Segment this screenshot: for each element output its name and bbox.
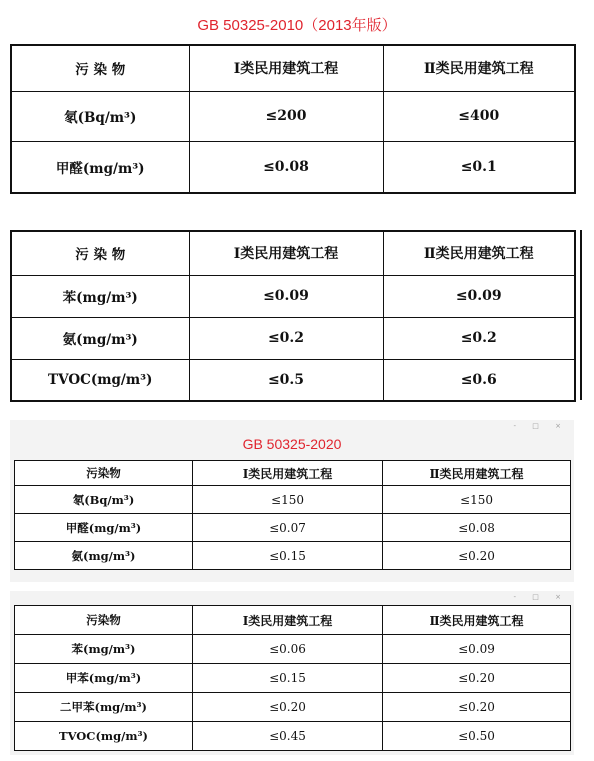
table-row <box>11 141 575 193</box>
header-class-2: Ⅱ类民用建筑工程 <box>383 45 575 91</box>
limit-cell-class-2: ≤0.09 <box>383 635 571 664</box>
table-header-row <box>11 231 575 275</box>
header-class-1: Ⅰ类民用建筑工程 <box>189 231 383 275</box>
limit-cell-class-1: ≤0.45 <box>193 722 383 751</box>
section-2020-panel-continued <box>10 591 574 755</box>
table-row <box>15 635 571 664</box>
header-pollutant: 污 染 物 <box>11 231 189 275</box>
pollutant-cell: 氡(Bq/m³) <box>11 91 189 141</box>
pollutant-cell: 氨(mg/m³) <box>11 317 189 359</box>
table-row <box>11 275 575 317</box>
section-2020-panel <box>10 420 574 582</box>
pollutant-cell: TVOC(mg/m³) <box>15 722 193 751</box>
limit-cell-class-1: ≤0.06 <box>193 635 383 664</box>
table-row <box>11 91 575 141</box>
limit-cell-class-2: ≤0.50 <box>383 722 571 751</box>
limit-cell-class-2: ≤0.2 <box>383 317 575 359</box>
limit-cell-class-1: ≤0.07 <box>193 514 383 542</box>
table-header-row <box>11 45 575 91</box>
table-header-row <box>15 461 571 486</box>
window-controls[interactable]: - □ × <box>513 422 568 430</box>
table-2010-benzene-ammonia-tvoc <box>10 230 576 402</box>
limit-cell-class-2: ≤0.20 <box>383 664 571 693</box>
scan-edge-line <box>580 230 582 400</box>
header-pollutant: 污染物 <box>15 461 193 486</box>
limit-cell-class-1: ≤0.2 <box>189 317 383 359</box>
header-class-1: Ⅰ类民用建筑工程 <box>189 45 383 91</box>
header-class-2: Ⅱ类民用建筑工程 <box>383 231 575 275</box>
pollutant-cell: 甲苯(mg/m³) <box>15 664 193 693</box>
pollutant-cell: 甲醛(mg/m³) <box>15 514 193 542</box>
limit-cell-class-1: ≤0.20 <box>193 693 383 722</box>
window-controls[interactable]: - □ × <box>513 593 568 601</box>
header-class-1: Ⅰ类民用建筑工程 <box>193 461 383 486</box>
header-pollutant: 污 染 物 <box>11 45 189 91</box>
limit-cell-class-1: ≤0.5 <box>189 359 383 401</box>
header-class-1: Ⅰ类民用建筑工程 <box>193 606 383 635</box>
limit-cell-class-2: ≤0.08 <box>383 514 571 542</box>
pollutant-cell: 苯(mg/m³) <box>15 635 193 664</box>
table-2020-benzene-toluene-xylene-tvoc <box>14 605 571 751</box>
limit-cell-class-2: ≤0.09 <box>383 275 575 317</box>
pollutant-cell: 氨(mg/m³) <box>15 542 193 570</box>
limit-cell-class-2: ≤0.20 <box>383 542 571 570</box>
section-2010-title: GB 50325-2010（2013年版） <box>197 17 397 34</box>
header-pollutant: 污染物 <box>15 606 193 635</box>
limit-cell-class-2: ≤0.20 <box>383 693 571 722</box>
table-row <box>15 693 571 722</box>
section-2010-panel <box>0 0 594 210</box>
section-2020-title: GB 50325-2020 <box>242 436 342 452</box>
table-row <box>15 722 571 751</box>
limit-cell-class-1: ≤150 <box>193 486 383 514</box>
table-row <box>11 317 575 359</box>
pollutant-cell: TVOC(mg/m³) <box>11 359 189 401</box>
limit-cell-class-2: ≤0.1 <box>383 141 575 193</box>
pollutant-cell: 甲醛(mg/m³) <box>11 141 189 193</box>
table-row <box>15 664 571 693</box>
table-2020-radon-formaldehyde-ammonia <box>14 460 571 570</box>
table-row <box>15 514 571 542</box>
limit-cell-class-2: ≤150 <box>383 486 571 514</box>
header-class-2: Ⅱ类民用建筑工程 <box>383 461 571 486</box>
pollutant-cell: 苯(mg/m³) <box>11 275 189 317</box>
limit-cell-class-2: ≤400 <box>383 91 575 141</box>
table-header-row <box>15 606 571 635</box>
limit-cell-class-1: ≤0.08 <box>189 141 383 193</box>
table-row <box>15 542 571 570</box>
table-row <box>11 359 575 401</box>
table-2010-radon-formaldehyde <box>10 44 576 194</box>
table-row <box>15 486 571 514</box>
limit-cell-class-1: ≤0.15 <box>193 664 383 693</box>
limit-cell-class-2: ≤0.6 <box>383 359 575 401</box>
section-2010-panel-continued <box>0 222 594 402</box>
header-class-2: Ⅱ类民用建筑工程 <box>383 606 571 635</box>
pollutant-cell: 氡(Bq/m³) <box>15 486 193 514</box>
limit-cell-class-1: ≤200 <box>189 91 383 141</box>
limit-cell-class-1: ≤0.09 <box>189 275 383 317</box>
pollutant-cell: 二甲苯(mg/m³) <box>15 693 193 722</box>
limit-cell-class-1: ≤0.15 <box>193 542 383 570</box>
